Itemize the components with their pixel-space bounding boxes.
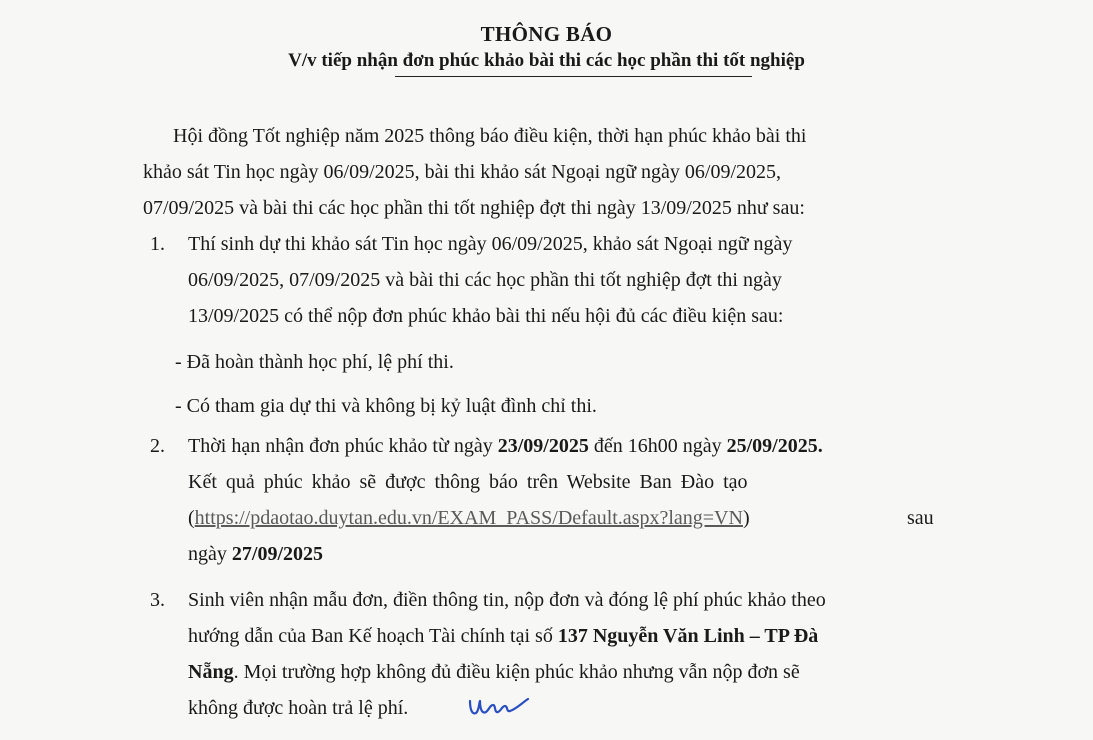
instruction-text: hướng dẫn của Ban Kế hoạch Tài chính tại số <box>188 625 558 647</box>
deadline-text: đến 16h00 ngày <box>588 435 727 457</box>
address-text: 137 Nguyễn Văn Linh – TP Đà <box>557 625 819 647</box>
item-1-body <box>188 226 961 334</box>
item-3-body <box>188 582 961 726</box>
item-2-line-3 <box>188 500 961 536</box>
start-date: 23/09/2025 <box>497 435 589 457</box>
item-3-line-4: không được hoàn trả lệ phí. <box>188 697 409 719</box>
exam-pass-link[interactable]: https://pdaotao.duytan.edu.vn/EXAM_PASS/Default.aspx?lang=VN <box>194 507 743 529</box>
instruction-text: . Mọi trường hợp không đủ điều kiện phúc khảo nhưng vẫn nộp đơn sẽ <box>233 661 800 683</box>
item-1-line-1: Thí sinh dự thi khảo sát Tin học ngày 06/09/2025, khảo sát Ngoại ngữ ngày <box>188 233 793 255</box>
item-2-line-4 <box>188 536 961 572</box>
item-3-line-2 <box>188 618 961 654</box>
item-3-line-1: Sinh viên nhận mẫu đơn, điền thông tin, nộp đơn và đóng lệ phí phúc khảo theo <box>188 589 826 611</box>
item-1-line-3: 13/09/2025 có thể nộp đơn phúc khảo bài thi nếu hội đủ các điều kiện sau: <box>188 305 784 327</box>
item-1-line-2: 06/09/2025, 07/09/2025 và bài thi các học phần thi tốt nghiệp đợt thi ngày <box>188 269 782 291</box>
intro-line-3: 07/09/2025 và bài thi các học phần thi tốt nghiệp đợt thi ngày 13/09/2025 như sau: <box>143 197 805 219</box>
item-2-line-1 <box>188 428 961 464</box>
sau-text: sau <box>907 507 934 529</box>
deadline-text: Thời hạn nhận đơn phúc khảo từ ngày <box>188 435 498 457</box>
item-2-line-2: Kết quả phúc khảo sẽ được thông báo trên Website Ban Đào tạo <box>188 471 748 493</box>
item-2-body <box>188 428 961 572</box>
result-date: 27/09/2025 <box>231 543 324 565</box>
item-3-number: 3. <box>150 589 165 611</box>
condition-bullet: - Đã hoàn thành học phí, lệ phí thi. <box>175 351 454 373</box>
document-title: THÔNG BÁO <box>480 22 613 46</box>
subtitle-underline <box>395 76 752 77</box>
handwritten-initials-icon <box>466 693 530 721</box>
end-date: 25/09/2025. <box>726 435 823 457</box>
condition-bullet: - Có tham gia dự thi và không bị kỷ luật đình chỉ thi. <box>175 395 597 417</box>
document-subtitle: V/v tiếp nhận đơn phúc khảo bài thi các học phần thi tốt nghiệp <box>288 50 805 71</box>
item-1-number: 1. <box>150 233 165 255</box>
intro-paragraph <box>143 118 961 226</box>
intro-line-1: Hội đồng Tốt nghiệp năm 2025 thông báo điều kiện, thời hạn phúc khảo bài thi <box>173 125 807 147</box>
link-paren: ( <box>188 507 195 529</box>
result-date-prefix: ngày <box>188 543 232 565</box>
item-3-line-3 <box>188 654 961 690</box>
item-2-number: 2. <box>150 435 165 457</box>
link-paren: ) <box>742 507 750 529</box>
address-text: Nẵng <box>188 661 234 683</box>
intro-line-2: khảo sát Tin học ngày 06/09/2025, bài thi khảo sát Ngoại ngữ ngày 06/09/2025, <box>143 161 782 183</box>
